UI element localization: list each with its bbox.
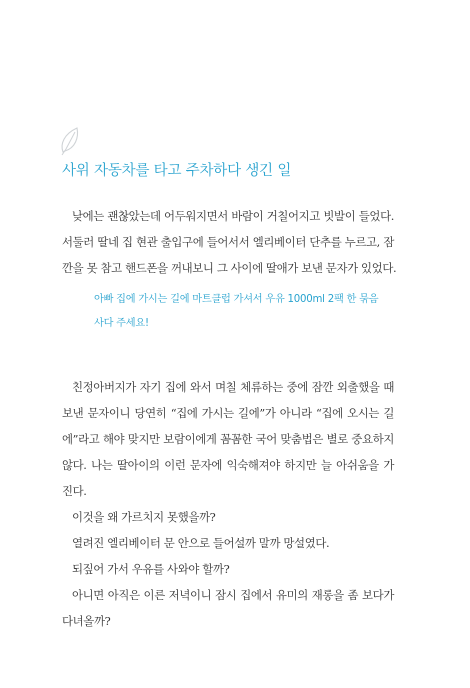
- paragraph-5: 되짚어 가서 우유를 사와야 할까?: [72, 562, 230, 576]
- text-line: 보낸 문자이니 당연히 “집에 가시는 길에”가 아니라 “집에 오시는 길: [62, 406, 394, 420]
- text-line: 않다. 나는 딸아이의 이런 문자에 익숙해져야 하지만 늘 아쉬움을 가: [62, 458, 394, 472]
- text-line: 친정아버지가 자기 집에 와서 며칠 체류하는 중에 잠깐 외출했을 때: [72, 380, 394, 394]
- quote-line: 아빠 집에 가시는 길에 마트클럽 가셔서 우유 1000ml 2팩 한 묶음: [94, 294, 379, 305]
- leaf-icon: [58, 126, 80, 156]
- chapter-title: 사위 자동차를 타고 주차하다 생긴 일: [62, 163, 292, 179]
- text-message-quote: [94, 288, 378, 336]
- text-line: 다녀올까?: [62, 614, 111, 628]
- text-line: 낮에는 괜찮았는데 어두워지면서 바람이 거칠어지고 빗발이 들었다.: [72, 209, 394, 223]
- quote-line: 사다 주세요!: [94, 318, 149, 329]
- paragraph-group: [62, 504, 394, 634]
- paragraph-4: 열려진 엘리베이터 문 안으로 들어설까 말까 망설였다.: [72, 536, 330, 550]
- text-line: 서둘러 딸네 집 현관 출입구에 들어서서 엘리베이터 단추를 누르고, 잠: [62, 235, 394, 249]
- text-line: 아니면 아직은 이른 저녁이니 잠시 집에서 유미의 재롱을 좀 보다가: [72, 588, 394, 602]
- text-line: 에”라고 해야 맞지만 보람이에게 꼼꼼한 국어 맞춤법은 별로 중요하지: [62, 432, 394, 446]
- paragraph-3: 이것을 왜 가르치지 못했을까?: [72, 510, 216, 524]
- paragraph-2: [62, 374, 394, 504]
- text-line: 깐을 못 참고 핸드폰을 꺼내보니 그 사이에 딸애가 보낸 문자가 있었다.: [62, 261, 397, 275]
- text-line: 진다.: [62, 484, 87, 498]
- paragraph-1: [62, 203, 397, 281]
